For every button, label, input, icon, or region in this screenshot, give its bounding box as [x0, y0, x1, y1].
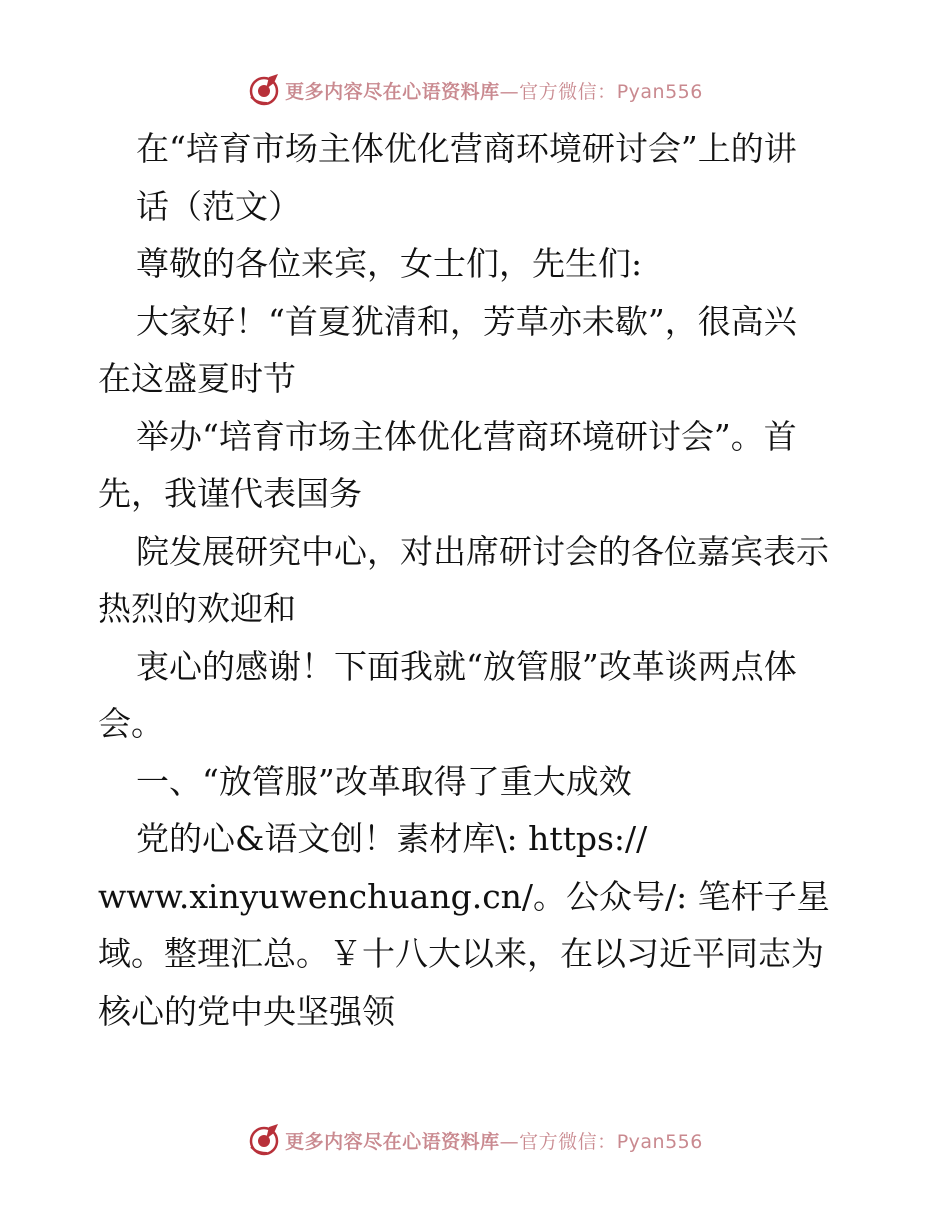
paragraph-line: 大家好！“首夏犹清和，芳草亦未歇”，很高兴	[136, 301, 797, 341]
paragraph-line: 核心的党中央坚强领	[98, 991, 395, 1031]
document-body	[98, 120, 858, 1040]
paragraph-line: 会。	[98, 704, 164, 743]
banner-site-text: 更多内容尽在心语资料库	[285, 80, 500, 103]
footer-watermark-banner	[0, 1120, 950, 1160]
quill-pen-seal-icon	[247, 1123, 281, 1157]
header-watermark-banner	[0, 70, 950, 110]
banner-text	[285, 77, 703, 104]
paragraph-line: 院发展研究中心，对出席研讨会的各位嘉宾表示	[136, 531, 829, 571]
salutation-line: 尊敬的各位来宾，女士们，先生们:	[136, 244, 643, 283]
paragraph-line: 党的心&语文创！素材库\: https://	[136, 819, 648, 858]
banner-official-text: 官方微信：	[519, 1130, 617, 1153]
paragraph-line: 域。整理汇总。￥十八大以来，在以习近平同志为	[98, 934, 824, 973]
paragraph-line: 举办“培育市场主体优化营商环境研讨会”。首	[136, 416, 797, 456]
paragraph-line: 衷心的感谢！下面我就“放管服”改革谈两点体	[136, 646, 797, 686]
banner-wechat-id: Pyan556	[616, 1130, 703, 1153]
banner-dash: —	[499, 1130, 520, 1153]
section-heading: 一、“放管服”改革取得了重大成效	[136, 761, 632, 801]
banner-text	[285, 1127, 703, 1154]
banner-wechat-id: Pyan556	[616, 80, 703, 103]
paragraph-line: 在这盛夏时节	[98, 359, 296, 398]
paragraph-line: www.xinyuwenchuang.cn/。公众号/: 笔杆子星	[98, 876, 830, 916]
banner-dash: —	[499, 80, 520, 103]
paragraph-line: 热烈的欢迎和	[98, 589, 296, 628]
banner-site-text: 更多内容尽在心语资料库	[285, 1130, 500, 1153]
title-line-1: 在“培育市场主体优化营商环境研讨会”上的讲	[136, 129, 797, 168]
title-line-2: 话（范文）	[136, 186, 301, 226]
quill-pen-seal-icon	[247, 73, 281, 107]
banner-official-text: 官方微信：	[519, 80, 617, 103]
paragraph-line: 先，我谨代表国务	[98, 474, 362, 513]
